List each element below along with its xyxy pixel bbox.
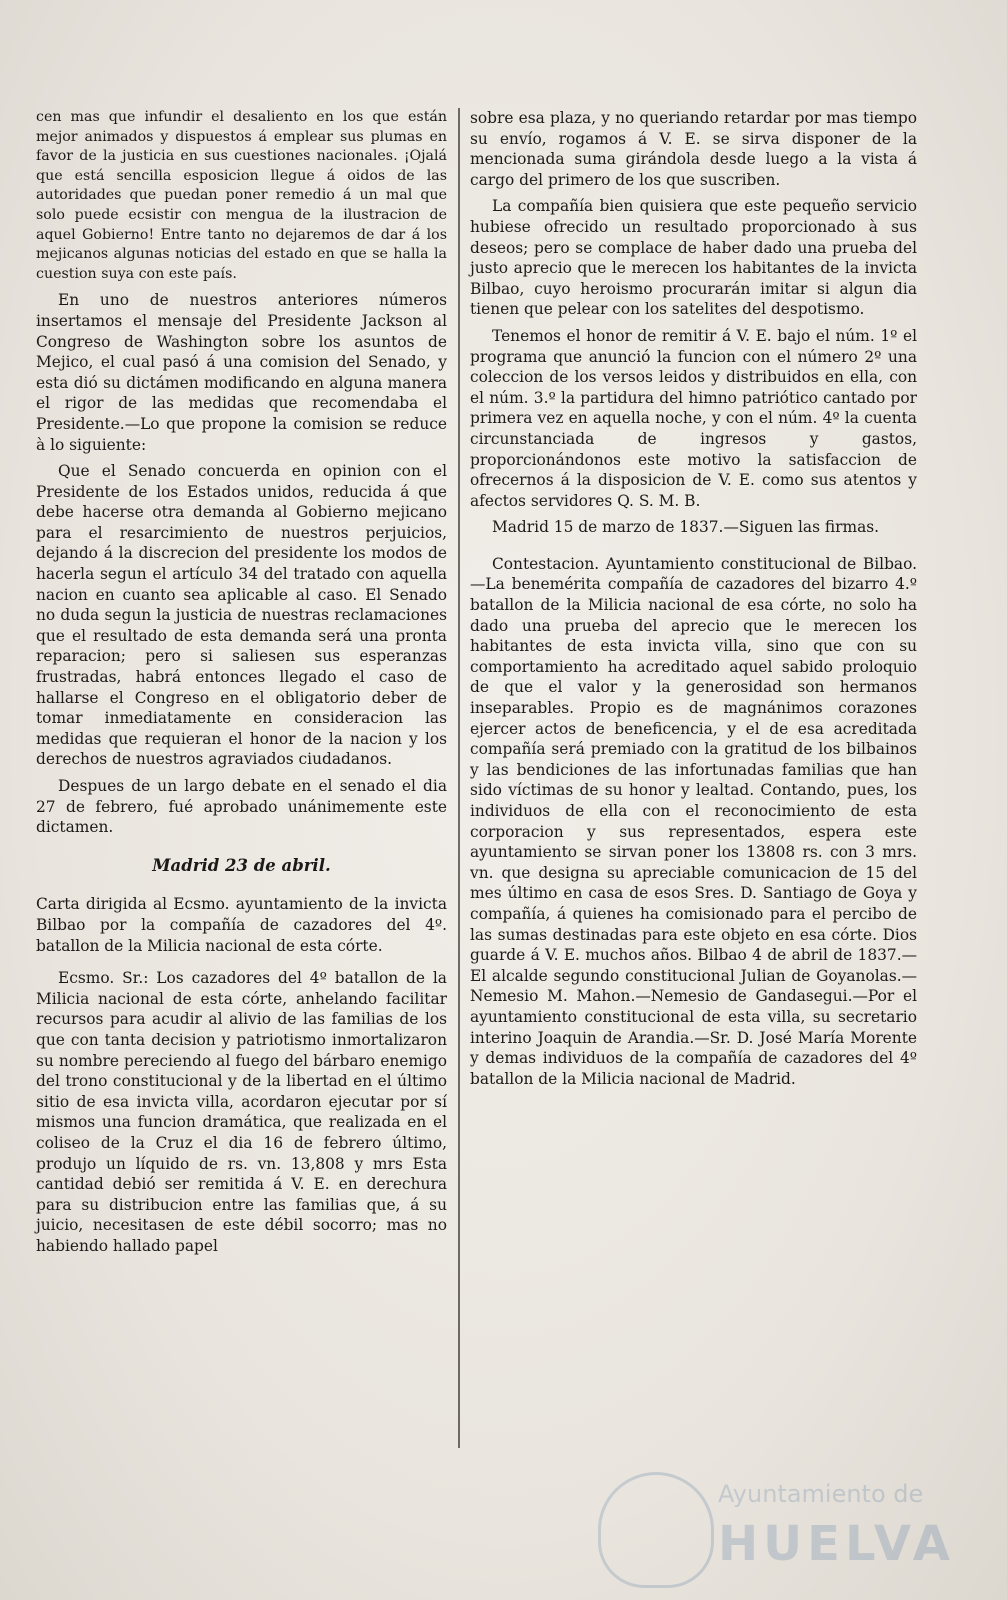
paragraph-intro: cen mas que infundir el desaliento en los que están mejor animados y dispuestos á emplear sus plumas en favor de la justicia en sus cuestiones nacionales. ¡Ojalá que está sencilla esposicion llegue á oidos de las autoridades que puedan poner remedio á un mal que solo puede ecsistir con mengua de la ilustracion de aquel Gobierno! Entre tanto no dejaremos de dar á los mejicanos algunas noticias del estado en que se halla la cuestion suya con este país. xyxy=(36,109,447,282)
paragraph-debate: Despues de un largo debate en el senado el dia 27 de febrero, fué aprobado unánimemente este dictamen. xyxy=(36,777,447,837)
paragraph-company-wish: La compañía bien quisiera que este pequeño servicio hubiese ofrecido un resultado proporcionado à sus deseos; pero se complace de haber dado una prueba del justo aprecio que le merecen los habitantes de la invicta Bilbao, cuyo heroismo procurarán imitar si algun dia tienen que pelear con los satelites del despotismo. xyxy=(470,197,917,319)
column-divider xyxy=(458,108,460,1448)
paragraph-letter-title: Carta dirigida al Ecsmo. ayuntamiento de la invicta Bilbao por la compañía de cazadores del 4º. batallon de la Milicia nacional de esta córte. xyxy=(36,895,447,955)
paragraph-senate-opinion: Que el Senado concuerda en opinion con el Presidente de los Estados unidos, reducida á que debe hacerse otra demanda al Gobierno mejicano para el resarcimiento de nuestros perjuicios, dejando á la discrecion del presidente los modos de hacerla segun el artículo 34 del tratado con aquella nacion en cuanto sea aplicable al caso. El Senado no duda segun la justicia de nuestras reclamaciones que el resultado de esta demanda será una pronta reparacion; pero si saliesen sus esperanzas frustradas, habrá entonces llegado el caso de hallarse el Congreso en el obligatorio deber de tomar inmediatamente en consideracion las medidas que requieran el honor de la nacion y los derechos de nuestros agraviados ciudadanos. xyxy=(36,462,447,769)
right-column xyxy=(470,108,917,1095)
watermark-line-2: HUELVA xyxy=(718,1516,955,1572)
shield-icon xyxy=(598,1472,714,1588)
paragraph-date-signatures: Madrid 15 de marzo de 1837.—Siguen las firmas. xyxy=(492,518,880,537)
paragraph-jackson-message: En uno de nuestros anteriores números insertamos el mensaje del Presidente Jackson al Congreso de Washington sobre los asuntos de Mejico, el cual pasó á una comision del Senado, y esta dió su dictámen modificando en alguna manera el rigor de las medidas que recomendaba el Presidente.—Lo que propone la comision se reduce à lo siguiente: xyxy=(36,291,447,454)
watermark-logo xyxy=(598,1472,955,1587)
paragraph-enclosures: Tenemos el honor de remitir á V. E. bajo el núm. 1º el programa que anunció la funcion con el número 2º una coleccion de los versos leidos y distribuidos en ella, con el núm. 3.º la partidura del himno patriótico cantado por primera vez en aquella noche, y con el núm. 4º la cuenta circunstanciada de ingresos y gastos, proporcionándonos este motivo la satisfaccion de ofrecernos á la disposicion de V. E. como sus atentos y afectos servidores Q. S. M. B. xyxy=(470,326,917,510)
paragraph-reply: Contestacion. Ayuntamiento constitucional de Bilbao.—La benemérita compañía de cazadores del bizarro 4.º batallon de la Milicia nacional de esa córte, no solo ha dado una prueba del aprecio que le merecen los habitantes de esta invicta villa, sino que con su comportamiento ha acreditado aquel sabido proloquio de que el valor y la generosidad son hermanos inseparables. Propio es de magnánimos corazones ejercer actos de beneficencia, y el de esa acreditada compañía será premiado con la gratitud de los bilbainos y las bendiciones de las infortunadas familias que han sido víctimas de su honor y lealtad. Contando, pues, los individuos de ella con el reconocimiento de esta corporacion y sus representados, espera este ayuntamiento se sirvan poner los 13808 rs. con 3 mrs. vn. que designa su apreciable comunicacion de 15 del mes último en casa de esos Sres. D. Santiago de Goya y compañía, á quienes ha comisionado para el percibo de las sumas destinadas para este objeto en esa córte. Dios guarde á V. E. muchos años. Bilbao 4 de abril de 1837.—El alcalde segundo constitucional Julian de Goyanolas.—Nemesio M. Mahon.—Nemesio de Gandasegui.—Por el ayuntamiento constitucional de esta villa, su secretario interino Joaquin de Arandia.—Sr. D. José María Morente y demas individuos de la compañía de cazadores del 4º batallon de la Milicia nacional de Madrid. xyxy=(470,554,917,1088)
watermark-line-1: Ayuntamiento de xyxy=(718,1480,924,1508)
paragraph-letter-body: Ecsmo. Sr.: Los cazadores del 4º batallon de la Milicia nacional de esta córte, anhelando facilitar recursos para acudir al alivio de las familias de los que con tanta decision y patriotismo inmortalizaron su nombre pereciendo al fuego del bárbaro enemigo del trono constitucional y de la libertad en el último sitio de esa invicta villa, acordaron ejecutar por sí mismos una funcion dramática, que realizada en el coliseo de la Cruz el dia 16 de febrero último, produjo un líquido de rs. vn. 13,808 y mrs Esta cantidad debió ser remitida á V. E. en derechura para su distribucion entre las familias que, á su juicio, necesitasen de este débil socorro; mas no habiendo hallado papel xyxy=(36,969,447,1255)
section-heading-madrid: Madrid 23 de abril. xyxy=(152,855,331,875)
left-column xyxy=(36,108,447,1262)
paragraph-letter-continued: sobre esa plaza, y no queriando retardar por mas tiempo su envío, rogamos á V. E. se sirva disponer de la mencionada suma girándola desde luego a la vista á cargo del primero de los que suscriben. xyxy=(470,109,917,189)
